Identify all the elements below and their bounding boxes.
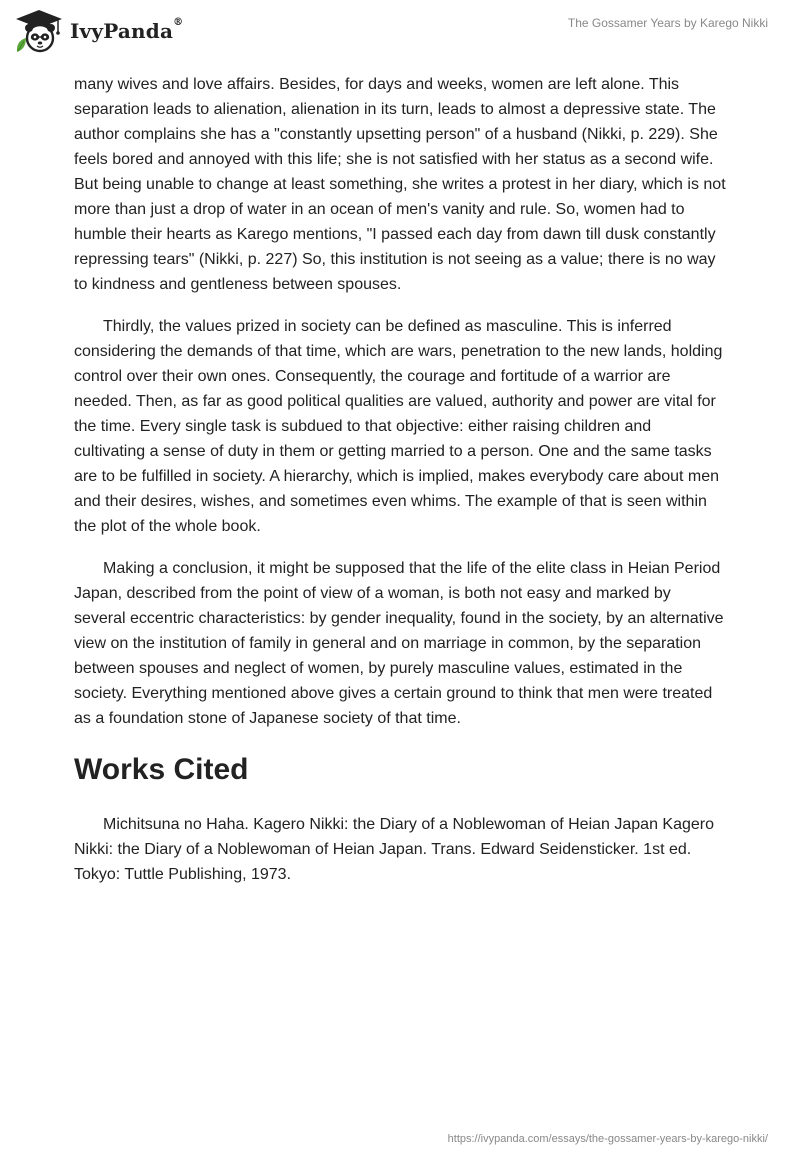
document-title: The Gossamer Years by Karego Nikki	[567, 16, 768, 30]
panda-graduate-icon	[14, 8, 64, 54]
works-cited-heading: Works Cited	[74, 753, 249, 786]
paragraph-continuation: many wives and love affairs. Besides, for days and weeks, women are left alone. This separation leads to alienation, alienation in its turn, leads to almost a depressive state. The author complains she has a "constantly upsetting person" of a husband (Nikki, p. 229). She feels bored and annoyed with this life; she is not satisfied with her status as a second wife. But being unable to change at least something, she writes a protest in her diary, which is not more than just a drop of water in an ocean of men's vanity and rule. So, women had to humble their hearts as Karego mentions, "I passed each day from dawn till dusk constantly repressing tears" (Nikki, p. 227) So, this institution is not seeing as a value; there is no way to kindness and gentleness between spouses.	[74, 76, 726, 293]
ivypanda-logo[interactable]	[14, 8, 183, 54]
registered-mark: ®	[173, 17, 184, 28]
source-url[interactable]: https://ivypanda.com/essays/the-gossamer-years-by-karego-nikki/	[447, 1133, 768, 1145]
paragraph-masculine-values: Thirdly, the values prized in society can be defined as masculine. This is inferred considering the demands of that time, which are wars, penetration to the new lands, holding control over their own ones. Consequently, the courage and fortitude of a warrior are needed. Then, as far as good political qualities are valued, authority and power are vital for the time. Every single task is subdued to that objective: either raising children and cultivating a sense of duty in them or getting married to a person. One and the same tasks are to be fulfilled in society. A hierarchy, which is implied, makes everybody care about men and their desires, wishes, and sometimes even whims. The example of that is seen within the plot of the whole book.	[74, 318, 723, 535]
essay-body	[74, 72, 726, 904]
paragraph-conclusion: Making a conclusion, it might be supposed that the life of the elite class in Heian Period Japan, described from the point of view of a woman, is both not easy and marked by several eccentric characteristics: by gender inequality, found in the society, by an alternative view on the institution of family in general and on marriage in common, by the separation between spouses and neglect of women, by purely masculine values, estimated in the society. Everything mentioned above gives a certain ground to think that men were treated as a foundation stone of Japanese society of that time.	[74, 560, 724, 727]
logo-wordmark	[70, 19, 183, 43]
citation-entry: Michitsuna no Haha. Kagero Nikki: the Diary of a Noblewoman of Heian Japan Kagero Nikki: the Diary of a Noblewoman of Heian Japan. Trans. Edward Seidensticker. 1st ed. Tokyo: Tuttle Publishing, 1973.	[74, 816, 714, 883]
logo-text: IvyPanda	[70, 19, 174, 43]
page-header	[0, 0, 800, 70]
